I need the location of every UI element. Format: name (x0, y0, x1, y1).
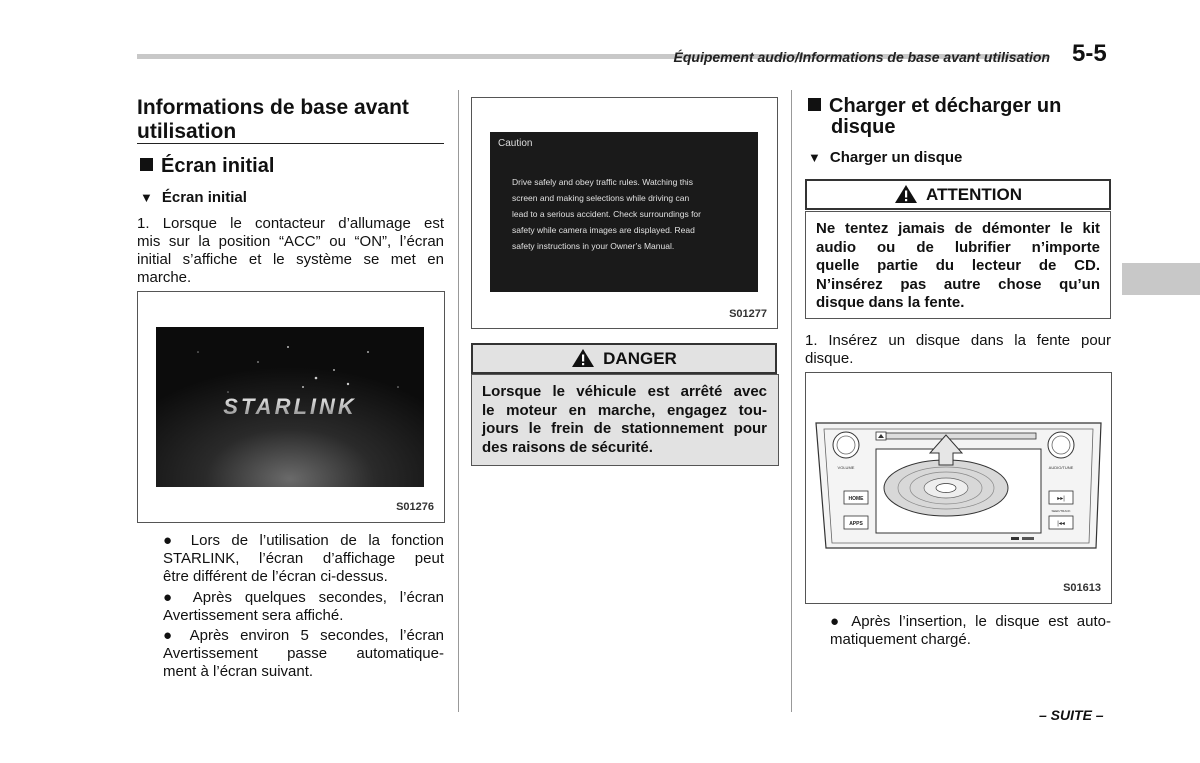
seek-track-label: SEEK/TRACK (1051, 509, 1071, 513)
para1-line-1: 1. Lorsque le contacteur d’allumage est (137, 215, 444, 232)
attention-line-1: Ne tentez jamais de démonter le kit (816, 220, 1100, 237)
triangle-down-icon: ▼ (808, 150, 821, 165)
figure-starlink-screen (137, 291, 445, 523)
bullet2-line-2: Avertissement sera affiché. (163, 607, 344, 624)
attention-line-2: audio ou de lubrifier n’importe (816, 238, 1100, 256)
caution-line: screen and making selections while driving can (512, 193, 690, 203)
caution-line: Drive safely and obey traffic rules. Watching this (512, 177, 693, 187)
svg-text:▸▸|: ▸▸| (1057, 496, 1065, 502)
section-title-underline (137, 143, 444, 144)
svg-text:|◂◂: |◂◂ (1057, 521, 1065, 527)
attention-line-3: quelle partie du lecteur de CD. (816, 257, 1100, 274)
attention-label: ATTENTION (925, 185, 1022, 204)
figure-code: S01613 (1063, 582, 1101, 594)
running-header-title: Équipement audio/Informations de base avant utilisation (673, 49, 1050, 65)
caution-line: lead to a serious accident. Check surroundings for (512, 209, 701, 219)
column-divider-right (791, 90, 792, 712)
subsection-heading-charger: Charger et décharger un (808, 95, 1061, 117)
triangle-down-icon: ▼ (140, 190, 153, 205)
figure-code: S01277 (729, 308, 767, 320)
attention-header (805, 179, 1111, 210)
square-bullet-icon (808, 98, 821, 111)
caution-screen-title: Caution (498, 138, 533, 149)
subsection-heading-ecran-initial: Écran initial (140, 155, 274, 177)
figure-audio-unit (805, 372, 1112, 604)
attention-line-5: disque dans la fente. (816, 294, 965, 311)
danger-header (471, 343, 777, 374)
suite-marker: – SUITE – (1039, 707, 1104, 723)
figure-code: S01276 (396, 501, 434, 513)
attention-body (805, 211, 1111, 319)
bullet-insert-line-2: matiquement chargé. (830, 631, 971, 648)
danger-line-2: le moteur en marche, engagez tou- (482, 401, 767, 419)
column-divider-left (458, 90, 459, 712)
warning-triangle-icon (894, 184, 918, 204)
danger-line-1: Lorsque le véhicule est arrêté avec (482, 383, 767, 400)
square-bullet-icon (140, 158, 153, 171)
danger-line-4: des raisons de sécurité. (482, 438, 653, 456)
subsubsection-heading: ▼ Écran initial (140, 189, 247, 206)
danger-line-3: jours le frein de stationnement pour (482, 420, 767, 437)
figure-caution-screen (471, 97, 778, 329)
para1-line-3: initial s’affiche et le système se met en (137, 251, 444, 268)
bullet-insert-line-1: ● Après l’insertion, le disque est auto- (830, 613, 1111, 630)
para1-line-2: mis sur la position “ACC” ou “ON”, l’écran (137, 233, 444, 250)
audio-unit-illustration (806, 373, 1111, 603)
subsection-heading-charger-line-2: disque (831, 116, 896, 138)
para-insert-line-2: disque. (805, 350, 854, 367)
bullet2-line-1: ● Après quelques secondes, l’écran (163, 589, 444, 606)
section-title-line-2: utilisation (137, 120, 237, 143)
bullet3-line-3: ment à l’écran suivant. (163, 663, 314, 680)
starlink-logo-text: STARLINK (223, 394, 357, 419)
audio-tune-label: AUDIO/TUNE (1048, 465, 1074, 470)
bullet1-line-1: ● Lors de l’utilisation de la fonction (163, 532, 444, 549)
danger-label: DANGER (603, 349, 677, 368)
para1-line-4: marche. (137, 269, 192, 286)
caution-screen-text (512, 174, 701, 254)
warning-triangle-icon (571, 348, 595, 368)
home-button-label: HOME (848, 496, 864, 502)
volume-label: VOLUME (837, 465, 855, 470)
para-insert-line-1: 1. Insérez un disque dans la fente pour (805, 332, 1111, 349)
attention-line-4: N’insérez pas autre chose qu’un (816, 275, 1100, 293)
subsubsection-heading: ▼ Charger un disque (808, 149, 963, 166)
danger-body (471, 374, 779, 466)
bullet1-line-2: STARLINK, l’écran d’affichage peut (163, 550, 444, 567)
chapter-tab-marker (1122, 263, 1200, 295)
caution-line: safety while camera images are displayed. Read (512, 225, 695, 235)
caution-line: safety instructions in your Owner’s Manual. (512, 241, 675, 251)
section-title-line-1: Informations de base avant (137, 96, 409, 119)
page-number: 5-5 (1072, 40, 1107, 67)
bullet3-line-1: ● Après environ 5 secondes, l’écran (163, 627, 444, 644)
starlink-screen-illustration (138, 292, 444, 522)
caution-screen-display (490, 132, 758, 292)
apps-button-label: APPS (849, 521, 863, 527)
bullet1-line-3: être différent de l’écran ci-dessus. (163, 568, 388, 585)
bullet3-line-2: Avertissement passe automatique- (163, 645, 444, 662)
